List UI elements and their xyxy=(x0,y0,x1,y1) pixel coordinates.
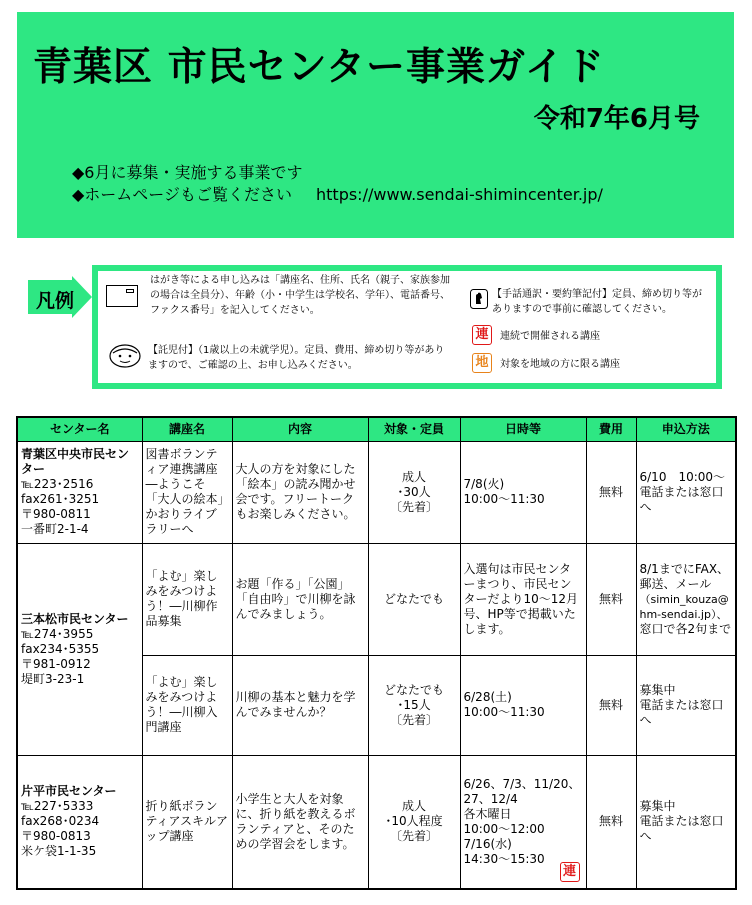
target-line: ･15人 xyxy=(397,697,431,712)
center-tel: ℡227･5333 xyxy=(21,799,94,814)
datetime-line: 7/8(火) xyxy=(463,477,505,491)
apply-cell xyxy=(636,655,736,755)
center-zip: 〒980-0811 xyxy=(21,507,91,521)
apply-cell xyxy=(636,755,736,889)
datetime-cell xyxy=(460,655,586,755)
postcard-icon xyxy=(106,285,138,307)
website-link[interactable]: https://www.sendai-shimincenter.jp/ xyxy=(316,185,603,204)
note-line: ◆ホームページもご覧ください xyxy=(72,185,292,204)
datetime-line: 10:00～11:30 xyxy=(463,492,545,506)
center-address: 米ケ袋1-1-35 xyxy=(21,844,97,859)
local-only-badge: 地 xyxy=(472,353,492,373)
column-header: 対象・定員 xyxy=(368,417,460,441)
datetime-cell xyxy=(460,755,586,889)
center-name: 青葉区中央市民センター xyxy=(21,447,130,476)
page-title: 青葉区 市民センター事業ガイド xyxy=(33,45,605,90)
sign-language-icon xyxy=(470,289,488,309)
course-name: 図書ボランティア連携講座―ようこそ「大人の絵本」かおりライブラリーへ xyxy=(142,441,232,543)
target-line: どなたでも xyxy=(383,591,444,606)
target-line: 成人 xyxy=(401,469,426,484)
center-name: 片平市民センター xyxy=(21,784,117,799)
center-zip: 〒980-0813 xyxy=(21,829,91,844)
legend-tag xyxy=(28,276,92,318)
target-line: どなたでも xyxy=(383,682,444,697)
legend-label: 凡例 xyxy=(36,290,75,312)
fee-cell: 無料 xyxy=(586,655,636,755)
target-line: 〔先着〕 xyxy=(389,499,438,514)
target-line: ･30人 xyxy=(397,484,431,499)
apply-cell xyxy=(636,441,736,543)
consecutive-badge: 連 xyxy=(472,325,492,345)
apply-line: 6/10 10:00～ xyxy=(639,469,726,484)
center-tel: ℡223･2516 xyxy=(21,477,94,491)
course-content: 小学生と大人を対象に、折り紙を教えるボランティアと、そのための学習会をします。 xyxy=(232,755,368,889)
datetime-line: 6/28(土) xyxy=(463,690,512,704)
table-header-row xyxy=(17,417,736,441)
center-zip: 〒981-0912 xyxy=(21,656,91,671)
header-banner xyxy=(17,12,734,238)
column-header: 費用 xyxy=(586,417,636,441)
center-address: 一番町2-1-4 xyxy=(21,522,89,536)
center-fax: fax261･3251 xyxy=(21,492,100,506)
center-address: 堤町3-23-1 xyxy=(21,671,85,686)
datetime-line: 10:00～12:00 xyxy=(463,821,545,836)
target-line: ･10人程度 xyxy=(385,814,443,829)
column-header: 内容 xyxy=(232,417,368,441)
apply-cell xyxy=(636,543,736,655)
center-tel: ℡274･3955 xyxy=(21,626,94,641)
fee-cell: 無料 xyxy=(586,543,636,655)
table-row xyxy=(17,441,736,543)
center-fax: fax268･0234 xyxy=(21,814,100,829)
column-header: 講座名 xyxy=(142,417,232,441)
center-cell xyxy=(17,543,142,755)
target-line: 〔先着〕 xyxy=(389,712,438,727)
apply-line: 電話または窓口へ xyxy=(639,814,724,844)
datetime-line: 10:00～11:30 xyxy=(463,705,545,719)
consecutive-badge: 連 xyxy=(560,862,580,882)
apply-line: 電話または窓口へ xyxy=(639,697,724,727)
apply-line: 8/1までにFAX、郵送、メール xyxy=(639,561,730,591)
center-cell xyxy=(17,755,142,889)
local-only-description: 対象を地域の方に限る講座 xyxy=(500,359,620,370)
column-header: 申込方法 xyxy=(636,417,736,441)
target-cell xyxy=(368,655,460,755)
datetime-line: 6/26、7/3、11/20、27、12/4 xyxy=(463,776,581,806)
target-line: 〔先着〕 xyxy=(389,829,438,844)
datetime-line: 7/16(水) xyxy=(463,836,512,851)
events-table xyxy=(16,416,737,890)
note-line: ◆6月に募集・実施する事業です xyxy=(72,163,303,182)
fee-cell: 無料 xyxy=(586,441,636,543)
consecutive-description: 連続で開催される講座 xyxy=(500,331,600,342)
childcare-icon xyxy=(108,343,142,369)
table-row xyxy=(17,755,736,889)
datetime-line: 各木曜日 xyxy=(463,806,512,821)
course-name: 「よむ」楽しみをみつけよう！―川柳作品募集 xyxy=(142,543,232,655)
fee-cell: 無料 xyxy=(586,755,636,889)
course-name: 折り紙ボランティアスキルアップ講座 xyxy=(142,755,232,889)
apply-line: 募集中 xyxy=(639,682,676,697)
datetime-line: 14:30～15:30 xyxy=(463,851,545,866)
childcare-instructions: 【託児付】（1歳以上の未就学児）。定員、費用、締め切り等がありますので、ご確認の上、お申し込みください。 xyxy=(148,345,445,371)
target-cell xyxy=(368,755,460,889)
course-content: 大人の方を対象にした「絵本」の読み聞かせ会です。フリートークもお楽しみください。 xyxy=(232,441,368,543)
course-name: 「よむ」楽しみをみつけよう！―川柳入門講座 xyxy=(142,655,232,755)
table-row xyxy=(17,543,736,655)
postcard-instructions: はがき等による申し込みは「講座名、住所、氏名（親子、家族参加の場合は全員分）、年齢（小・中学生は学校名、学年）、電話番号、ファクス番号」を記入してください。 xyxy=(150,275,450,316)
center-fax: fax234･5355 xyxy=(21,641,100,656)
course-content: お題「作る」「公園」「自由吟」で川柳を詠んでみましょう。 xyxy=(232,543,368,655)
column-header: 日時等 xyxy=(460,417,586,441)
target-line: 成人 xyxy=(401,799,426,814)
legend-box xyxy=(92,265,722,389)
column-header: センター名 xyxy=(17,417,142,441)
header-notes xyxy=(72,162,603,206)
datetime-cell xyxy=(460,441,586,543)
datetime-cell: 入選句は市民センターまつり、市民センターだより10～12月号、HP等で掲載いたします。 xyxy=(460,543,586,655)
apply-line: 募集中 xyxy=(639,799,676,814)
center-cell xyxy=(17,441,142,543)
apply-line: 電話または窓口へ xyxy=(639,484,724,514)
issue-subtitle: 令和7年6月号 xyxy=(533,104,700,134)
target-cell xyxy=(368,543,460,655)
apply-line: 窓口で各2句まで xyxy=(639,621,732,636)
center-name: 三本松市民センター xyxy=(21,611,129,626)
apply-email[interactable]: （simin_kouza@hm-sendai.jp）、 xyxy=(639,592,729,621)
target-cell xyxy=(368,441,460,543)
course-content: 川柳の基本と魅力を学んでみませんか？ xyxy=(232,655,368,755)
sign-language-instructions: 【手話通訳・要約筆記付】定員、締め切り等がありますので事前に確認してください。 xyxy=(492,289,702,315)
